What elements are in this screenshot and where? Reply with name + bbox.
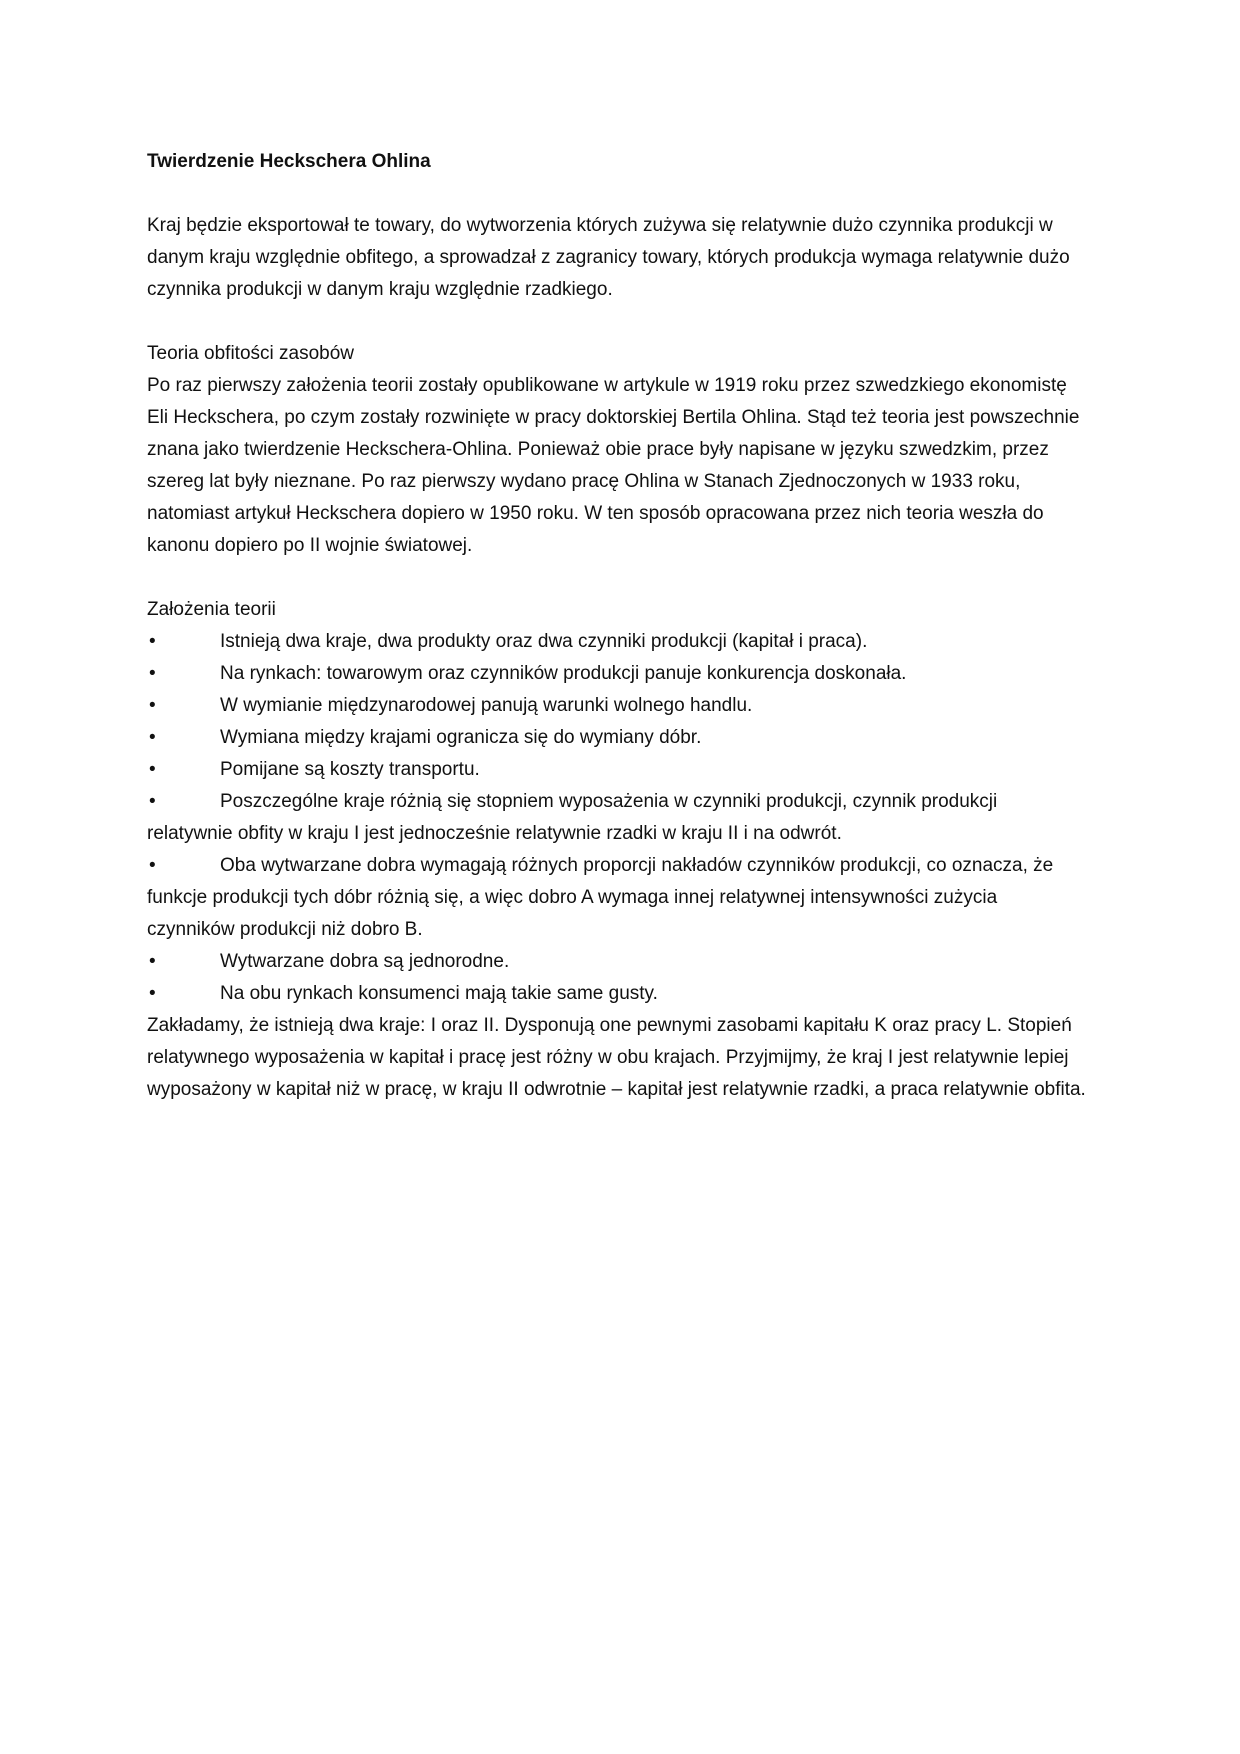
list-item bbox=[147, 946, 1087, 978]
bullet-icon: • bbox=[149, 631, 156, 652]
list-item-text: Wytwarzane dobra są jednorodne. bbox=[220, 951, 510, 972]
document-title: Twierdzenie Heckschera Ohlina bbox=[147, 151, 431, 172]
history-paragraph: Po raz pierwszy założenia teorii zostały opublikowane w artykule w 1919 roku przez szwedzkiego ekonomistę Eli Heckschera, po czym zostały rozwinięte w pracy doktorskiej Bertila Ohlina. Stąd też teoria jest powszechnie znana jako twierdzenie Heckschera-Ohlina. Ponieważ obie prace były napisane w języku szwedzkim, przez szereg lat były nieznane. Po raz pierwszy wydano pracę Ohlina w Stanach Zjednoczonych w 1933 roku, natomiast artykuł Heckschera dopiero w 1950 roku. W ten sposób opracowana przez nich teoria weszła do kanonu dopiero po II wojnie światowej. bbox=[147, 375, 1080, 556]
list-item-text: Pomijane są koszty transportu. bbox=[220, 759, 480, 780]
list-item-text: Istnieją dwa kraje, dwa produkty oraz dwa czynniki produkcji (kapitał i praca). bbox=[220, 631, 868, 652]
closing-paragraph: Zakładamy, że istnieją dwa kraje: I oraz II. Dysponują one pewnymi zasobami kapitału K oraz pracy L. Stopień relatywnego wyposażenia w kapitał i pracę jest różny w obu krajach. Przyjmijmy, że kraj I jest relatywnie lepiej wyposażony w kapitał niż w pracę, w kraju II odwrotnie – kapitał jest relatywnie rzadki, a praca relatywnie obfita. bbox=[147, 1015, 1086, 1100]
section-heading-assumptions: Założenia teorii bbox=[147, 599, 276, 620]
bullet-icon: • bbox=[149, 663, 156, 684]
bullet-icon: • bbox=[149, 951, 156, 972]
list-item-text: Na obu rynkach konsumenci mają takie same gusty. bbox=[220, 983, 658, 1004]
list-item-text: Oba wytwarzane dobra wymagają różnych proporcji nakładów czynników produkcji, co oznacza, że funkcje produkcji tych dóbr różnią się, a więc dobro A wymaga innej relatywnej intensywności zużycia czynników produkcji niż dobro B. bbox=[147, 855, 1054, 940]
list-item-text: Wymiana między krajami ogranicza się do wymiany dóbr. bbox=[220, 727, 702, 748]
list-item bbox=[147, 626, 1087, 658]
list-item bbox=[147, 850, 1087, 946]
assumptions-list bbox=[147, 626, 1087, 1010]
list-item-text: Poszczególne kraje różnią się stopniem wyposażenia w czynniki produkcji, czynnik produkcji relatywnie obfity w kraju I jest jednocześnie relatywnie rzadki w kraju II i na odwrót. bbox=[147, 791, 998, 844]
list-item-text: W wymianie międzynarodowej panują warunki wolnego handlu. bbox=[220, 695, 753, 716]
bullet-icon: • bbox=[149, 983, 156, 1004]
list-item-text: Na rynkach: towarowym oraz czynników produkcji panuje konkurencja doskonała. bbox=[220, 663, 907, 684]
list-item bbox=[147, 978, 1087, 1010]
list-item bbox=[147, 658, 1087, 690]
bullet-icon: • bbox=[149, 855, 156, 876]
list-item bbox=[147, 754, 1087, 786]
bullet-icon: • bbox=[149, 791, 156, 812]
bullet-icon: • bbox=[149, 727, 156, 748]
bullet-icon: • bbox=[149, 695, 156, 716]
section-heading-resources: Teoria obfitości zasobów bbox=[147, 343, 354, 364]
list-item bbox=[147, 722, 1087, 754]
list-item bbox=[147, 690, 1087, 722]
intro-paragraph: Kraj będzie eksportował te towary, do wytworzenia których zużywa się relatywnie dużo czynnika produkcji w danym kraju względnie obfitego, a sprowadzał z zagranicy towary, których produkcja wymaga relatywnie dużo czynnika produkcji w danym kraju względnie rzadkiego. bbox=[147, 215, 1070, 300]
document-body bbox=[147, 146, 1087, 1106]
list-item bbox=[147, 786, 1087, 850]
bullet-icon: • bbox=[149, 759, 156, 780]
